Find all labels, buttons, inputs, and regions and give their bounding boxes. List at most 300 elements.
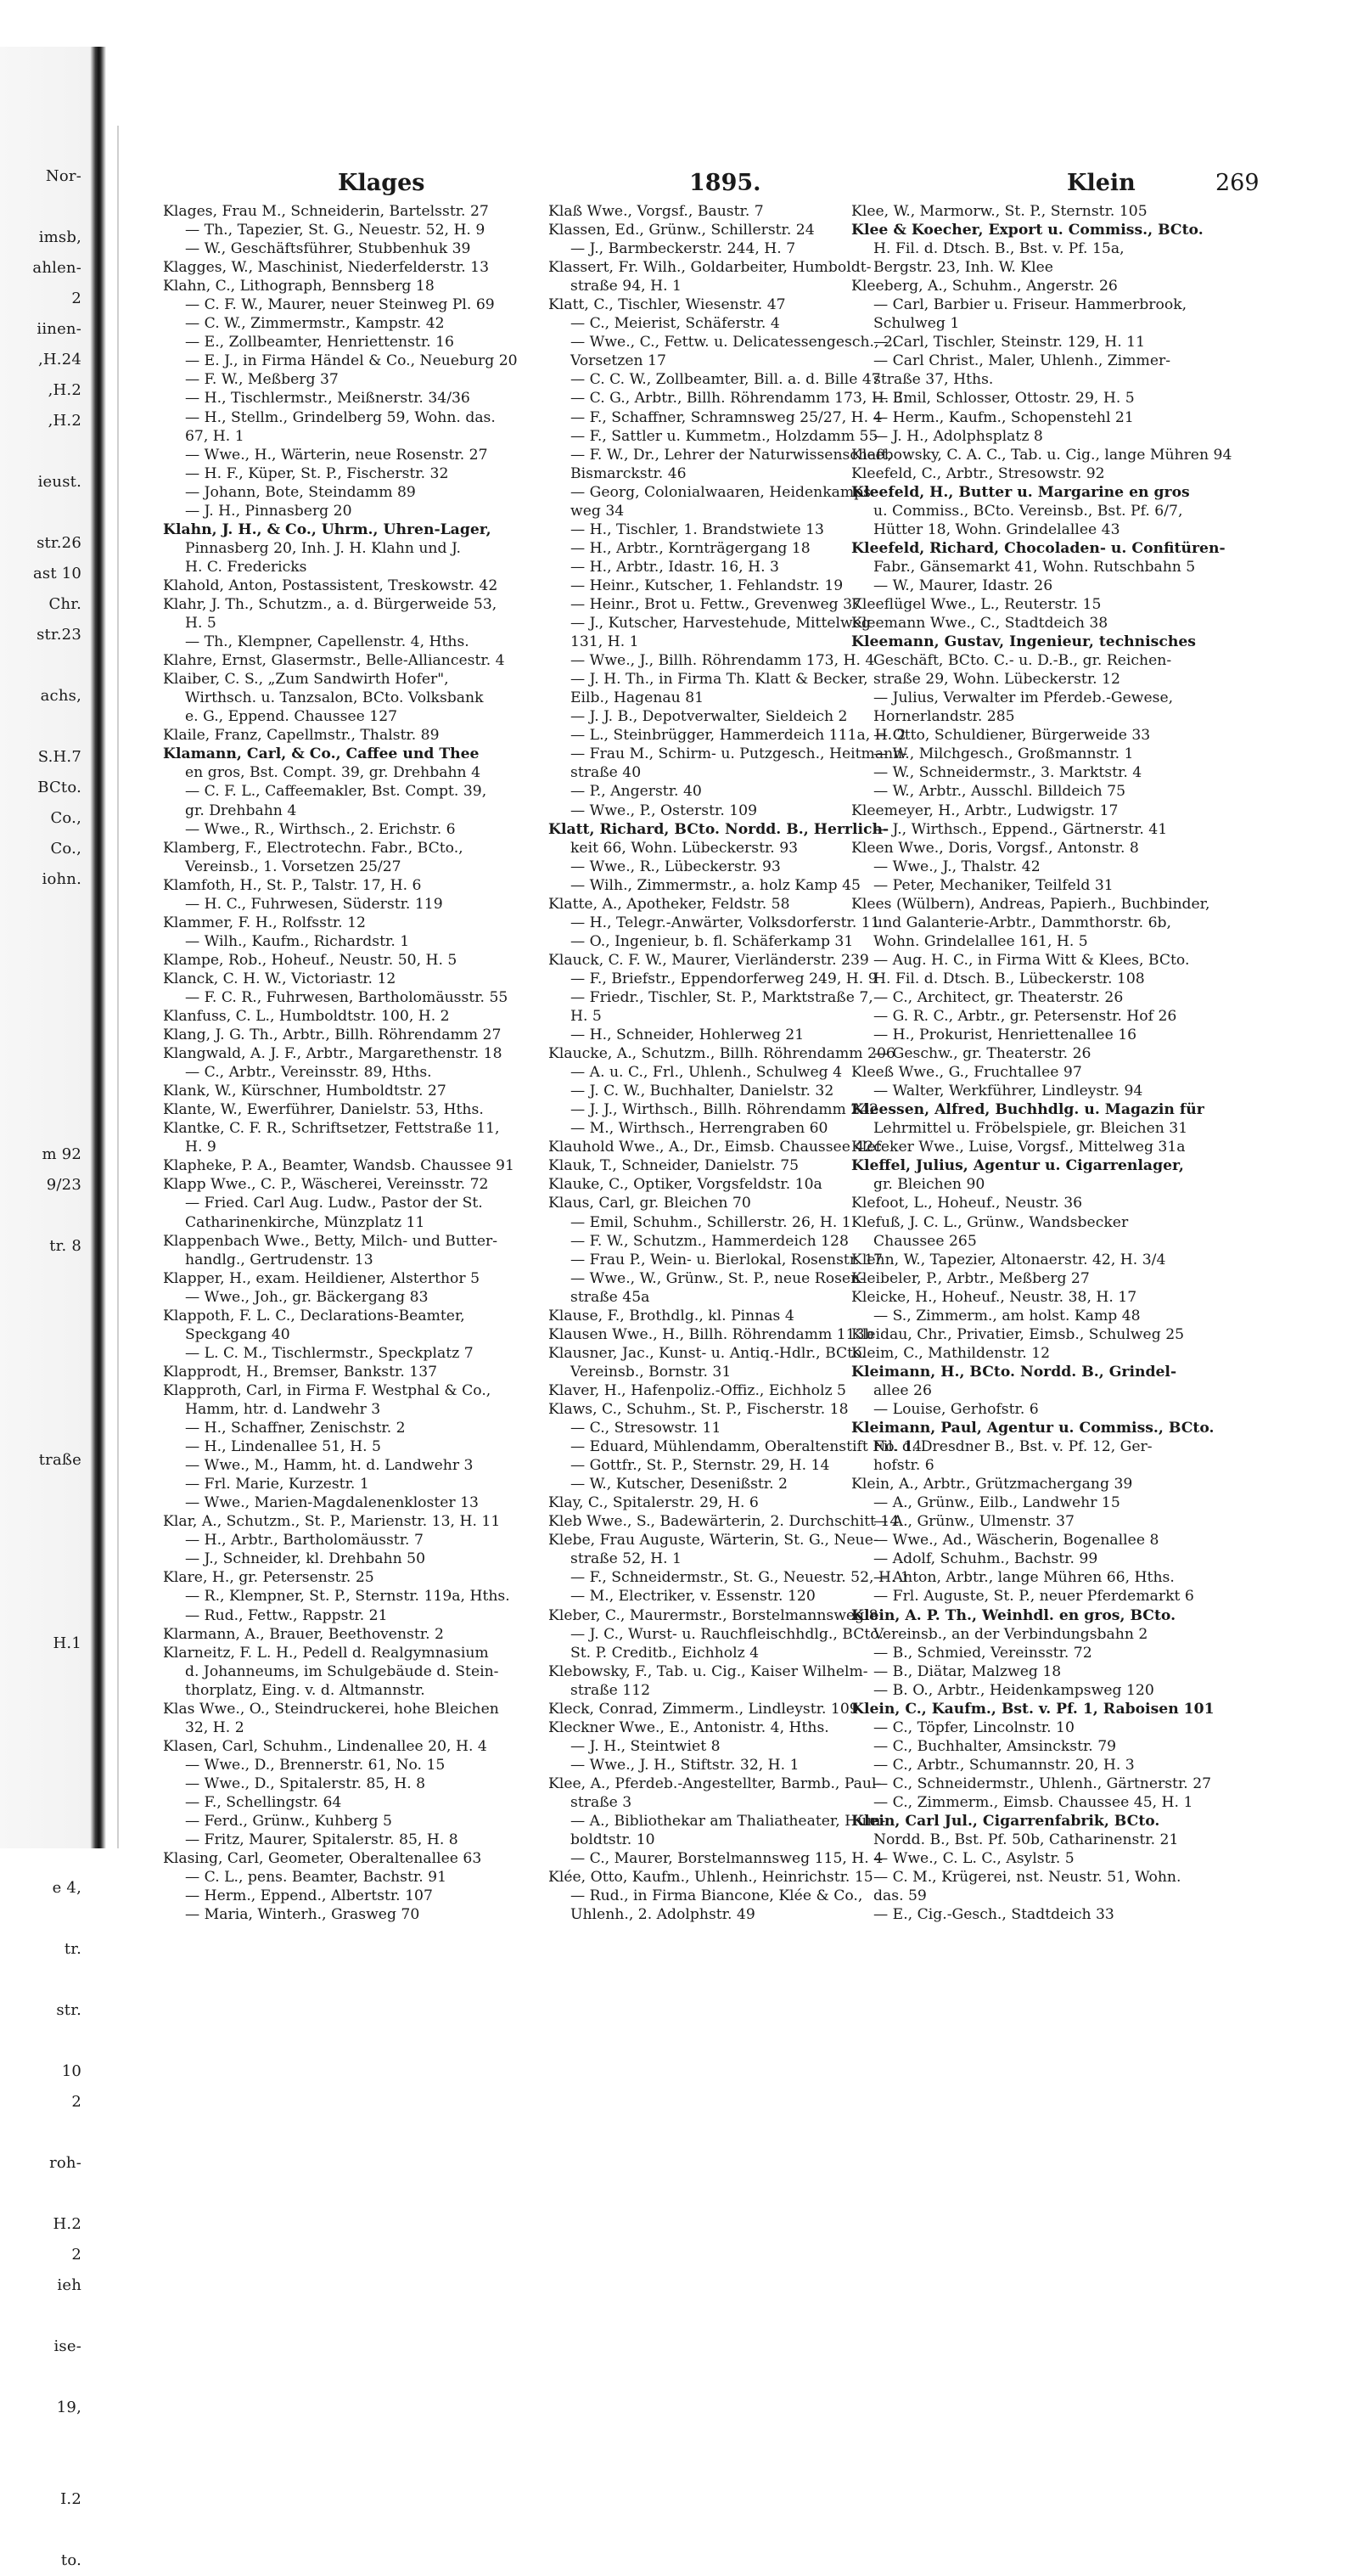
directory-entry-line: — Frl. Marie, Kurzestr. 1 [185,1476,369,1493]
directory-page [117,126,1337,1924]
directory-entry-line: Kleefeld, C., Arbtr., Stresowstr. 92 [851,464,1105,482]
directory-entry-line: — H., Schaffner, Zenischstr. 2 [185,1420,406,1437]
directory-entry-line: — L., Steinbrügger, Hammerdeich 111a, H. 2 [570,727,906,745]
directory-entry-line: — Julius, Verwalter im Pferdeb.-Gewese, [873,689,1174,707]
directory-entry-line: — Wwe., P., Osterstr. 109 [570,801,758,819]
facing-page-fragment [0,1476,93,1506]
directory-entry-line: — Carl Christ., Maler, Uhlenh., Zimmer- [873,352,1171,370]
facing-page-fragment [0,2454,93,2484]
directory-entry-line: — C., Stresowstr. 11 [570,1420,721,1437]
directory-entry-line: Chaussee 265 [873,1232,977,1250]
facing-page-fragment: ,H.2 [48,412,81,430]
directory-entry-line: — Johann, Bote, Steindamm 89 [185,483,416,501]
facing-page-fragment [0,2515,93,2545]
directory-entry-line: Kleemann Wwe., C., Stadtdeich 38 [851,615,1108,633]
directory-entry-line: — J., Barmbeckerstr. 244, H. 7 [570,240,796,258]
directory-entry-line: gr. Drehbahn 4 [185,801,297,819]
directory-entry-line: Klebowsky, F., Tab. u. Cig., Kaiser Wilhelm- [548,1662,868,1680]
directory-entry-line: straße 94, H. 1 [570,278,682,295]
directory-entry-line: — C., Buchhalter, Amsinckstr. 79 [873,1737,1117,1755]
facing-page-fragment: imsb, [38,228,81,246]
facing-page-fragment: I.2 [60,2490,81,2508]
facing-page-fragment [0,925,93,956]
directory-entry-line: — H., Arbtr., Kornträgergang 18 [570,539,811,557]
directory-entry-line: Klammer, F. H., Rolfsstr. 12 [163,914,366,931]
directory-entry-line: Klatte, A., Apotheker, Feldstr. 58 [548,895,790,913]
facing-page-fragment [0,1842,93,1873]
directory-entry-line: — Frau M., Schirm- u. Putzgesch., Heitmann- [570,745,908,763]
directory-entry-line: — Walter, Werkführer, Lindleystr. 94 [873,1083,1143,1100]
directory-entry-line: — B., Diätar, Malzweg 18 [873,1662,1062,1680]
directory-entry-line: Klatt, Richard, BCto. Nordd. B., Herrlich- [548,820,889,838]
facing-page-fragment: str.23 [36,626,81,644]
directory-entry-line: straße 40 [570,764,642,782]
entries-column-1 [163,202,549,1924]
directory-entry-line: gr. Bleichen 90 [873,1176,985,1194]
directory-entry-line: — F. W., Meßberg 37 [185,371,339,389]
directory-entry-line: — Carl, Tischler, Steinstr. 129, H. 11 [873,334,1146,352]
directory-entry-line: Bismarckstr. 46 [570,464,687,482]
directory-entry-line: — Anton, Arbtr., lange Mühren 66, Hths. [873,1569,1175,1587]
directory-entry-line: — Carl, Barbier u. Friseur. Hammerbrook, [873,296,1187,314]
facing-page-fragment: achs, [40,687,81,705]
directory-entry-line: Klausen Wwe., H., Billh. Röhrendamm 113b [548,1325,874,1343]
directory-entry-line: Klaß Wwe., Vorgsf., Baustr. 7 [548,203,764,220]
facing-page-fragment: 2 [71,2093,81,2111]
directory-entry-line: Lehrmittel u. Fröbelspiele, gr. Bleichen 31 [873,1120,1188,1138]
directory-entry-line: Klein, Carl Jul., Cigarrenfabrik, BCto. [851,1813,1160,1831]
directory-entry-line: Klauke, C., Optiker, Vorgsfeldstr. 10a [548,1176,822,1194]
directory-entry-line: Klasen, Carl, Schuhm., Lindenallee 20, H. 4 [163,1737,487,1755]
directory-entry-line: Kleefeld, H., Butter u. Margarine en gros [851,483,1190,501]
directory-entry-line: — Wwe., M., Hamm, ht. d. Landwehr 3 [185,1457,474,1475]
directory-entry-line: — Heinr., Brot u. Fettw., Grevenweg 37 [570,595,861,613]
directory-entry-line: Klantke, C. F. R., Schriftsetzer, Fettstraße 11, [163,1120,500,1138]
facing-page-fragment: roh- [49,2154,81,2172]
directory-entry-line: Klante, W., Ewerführer, Danielstr. 53, Hths. [163,1101,484,1119]
facing-page-fragment: ieust. [37,473,81,491]
directory-entry-line: Klaucke, A., Schutzm., Billh. Röhrendamm 206 [548,1045,895,1063]
facing-page-fragment: 2 [71,290,81,307]
directory-entry-line: — Otto, Schuldiener, Bürgerweide 33 [873,727,1151,745]
directory-entry-line: St. P. Creditb., Eichholz 4 [570,1644,760,1662]
facing-page-fragment [0,1904,93,1934]
facing-page-fragment [0,1598,93,1628]
directory-entry-line: Klamann, Carl, & Co., Caffee und Thee [163,745,480,763]
facing-page-fragment: Nor- [45,167,81,185]
directory-entry-line: Klaws, C., Schuhm., St. P., Fischerstr. 18 [548,1401,849,1418]
directory-entry-line: Fabr., Gänsemarkt 41, Wohn. Rutschbahn 5 [873,558,1196,576]
directory-entry-line: — Ferd., Grünw., Kuhberg 5 [185,1813,392,1831]
directory-entry-line: — H., Prokurist, Henriettenallee 16 [873,1026,1137,1044]
directory-entry-line: — C. F. W., Maurer, neuer Steinweg Pl. 69 [185,296,495,314]
directory-entry-line: — Louise, Gerhofstr. 6 [873,1401,1039,1418]
directory-entry-line: und Galanterie-Arbtr., Dammthorstr. 6b, [873,914,1171,931]
directory-entry-line: — M., Wirthsch., Herrengraben 60 [570,1120,828,1138]
directory-entry-line: — H., Tischler, 1. Brandstwiete 13 [570,520,824,538]
directory-entry-line: — C., Maurer, Borstelmannsweg 115, H. 4 [570,1850,884,1868]
directory-entry-line: Klee & Koecher, Export u. Commiss., BCto. [851,222,1204,239]
directory-entry-line: — C., Arbtr., Schumannstr. 20, H. 3 [873,1756,1135,1774]
facing-page-fragment: m 92 [42,1145,81,1163]
directory-entry-line: das. 59 [873,1887,927,1905]
directory-entry-line: — W., Milchgesch., Großmannstr. 1 [873,745,1134,763]
directory-entry-line: Speckgang 40 [185,1325,290,1343]
directory-entry-line: straße 45a [570,1288,650,1306]
facing-page-fragment [0,498,93,528]
facing-page-fragment [0,711,93,742]
facing-page-fragment [0,2179,93,2209]
directory-entry-line: en gros, Bst. Compt. 39, gr. Drehbahn 4 [185,764,481,782]
directory-entry-line: Klare, H., gr. Petersenstr. 25 [163,1569,374,1587]
directory-entry-line: keit 66, Wohn. Lübeckerstr. 93 [570,839,799,857]
directory-entry-line: straße 29, Wohn. Lübeckerstr. 12 [873,671,1120,689]
directory-entry-line: Klein, A. P. Th., Weinhdl. en gros, BCto. [851,1606,1176,1624]
directory-entry-line: — Gottfr., St. P., Sternstr. 29, H. 14 [570,1457,830,1475]
directory-entry-line: — Fritz, Maurer, Spitalerstr. 85, H. 8 [185,1831,458,1849]
facing-page-fragment [0,1262,93,1292]
directory-entry-line: Klapp Wwe., C. P., Wäscherei, Vereinsstr. 72 [163,1176,489,1194]
directory-entry-line: Klausner, Jac., Kunst- u. Antiq.-Hdlr., BCto. [548,1344,867,1362]
directory-entry-line: Klebe, Frau Auguste, Wärterin, St. G., Neue- [548,1532,878,1550]
directory-entry-line: thorplatz, Eing. v. d. Altmannstr. [185,1681,425,1699]
directory-entry-line: — C., Schneidermstr., Uhlenh., Gärtnerstr. 27 [873,1775,1212,1792]
directory-entry-line: — A., Grünw., Eilb., Landwehr 15 [873,1494,1120,1512]
facing-page-fragment: Chr. [48,595,81,613]
directory-entry-line: — Rud., in Firma Biancone, Klée & Co., [570,1887,863,1905]
directory-entry-line: allee 26 [873,1381,932,1399]
facing-page-fragment: str.26 [36,534,81,552]
directory-entry-line: H. 5 [185,615,216,633]
facing-page-fragment [0,1659,93,1690]
directory-entry-line: Kleimann, H., BCto. Nordd. B., Grindel- [851,1363,1177,1381]
directory-entry-line: — J., Kutscher, Harvestehude, Mittelweg [570,615,871,633]
directory-entry-line: straße 52, H. 1 [570,1550,682,1568]
directory-entry-line: Kleffel, Julius, Agentur u. Cigarrenlager, [851,1157,1184,1175]
directory-entry-line: — A., Grünw., Ulmenstr. 37 [873,1513,1075,1531]
directory-entry-line: u. Commiss., BCto. Vereinsb., Bst. Pf. 6/7, [873,502,1183,520]
facing-page-fragment: H.1 [53,1634,81,1652]
directory-entry-line: Klahn, C., Lithograph, Bennsberg 18 [163,278,435,295]
directory-entry-line: — C. L., pens. Beamter, Bachstr. 91 [185,1869,447,1887]
directory-entry-line: Klauhold Wwe., A., Dr., Eimsb. Chaussee 42c [548,1139,882,1156]
directory-entry-line: — F., Sattler u. Kummetm., Holzdamm 55 [570,427,878,445]
directory-entry-line: — Wwe., D., Spitalerstr. 85, H. 8 [185,1775,426,1792]
directory-entry-line: — R., Klempner, St. P., Sternstr. 119a, Hths. [185,1588,510,1606]
directory-entry-line: — E., Zollbeamter, Henriettenstr. 16 [185,334,454,352]
directory-entry-line: Klée, Otto, Kaufm., Uhlenh., Heinrichstr. 15 [548,1869,873,1887]
directory-entry-line: 67, H. 1 [185,427,244,445]
directory-entry-line: H. C. Fredericks [185,558,307,576]
directory-entry-line: — H., Telegr.-Anwärter, Volksdorferstr. 11 [570,914,880,931]
directory-entry-line: — C. M., Krügerei, nst. Neustr. 51, Wohn. [873,1869,1181,1887]
directory-entry-line: Klar, A., Schutzm., St. P., Marienstr. 13, H. 11 [163,1513,501,1531]
directory-entry-line: — C. W., Zimmermstr., Kampstr. 42 [185,315,445,333]
directory-entry-line: Klangwald, A. J. F., Arbtr., Margarethenstr. 18 [163,1045,502,1063]
directory-entry-line: — Frl. Auguste, St. P., neuer Pferdemarkt 6 [873,1588,1194,1606]
directory-entry-line: Kleim, C., Mathildenstr. 12 [851,1344,1051,1362]
directory-entry-line: Kleimann, Paul, Agentur u. Commiss., BCto. [851,1420,1215,1437]
directory-entry-line: — G. R. C., Arbtr., gr. Petersenstr. Hof 26 [873,1008,1177,1026]
directory-entry-line: — W., Kutscher, Desenißstr. 2 [570,1476,788,1493]
directory-entry-line: straße 112 [570,1681,651,1699]
directory-entry-line: Klapper, H., exam. Heildiener, Alsterthor 5 [163,1269,480,1287]
directory-entry-line: Klee, A., Pferdeb.-Angestellter, Barmb., Paul- [548,1775,882,1792]
directory-entry-line: Klefeker Wwe., Luise, Vorgsf., Mittelweg 31a [851,1139,1186,1156]
directory-entry-line: Kleemeyer, H., Arbtr., Ludwigstr. 17 [851,801,1119,819]
directory-entry-line: — Wilh., Zimmermstr., a. holz Kamp 45 [570,876,861,894]
directory-entry-line: Klee, W., Marmorw., St. P., Sternstr. 105 [851,203,1148,220]
directory-entry-line: — C., Architect, gr. Theaterstr. 26 [873,988,1124,1006]
directory-entry-line: Klappoth, F. L. C., Declarations-Beamter, [163,1307,465,1325]
directory-entry-line: Klefuß, J. C. L., Grünw., Wandsbecker [851,1213,1129,1231]
page-number: 269 [1215,170,1260,196]
directory-entry-line: — C., Arbtr., Vereinsstr. 89, Hths. [185,1064,432,1082]
directory-entry-line: — C. C. W., Zollbeamter, Bill. a. d. Bille 47 [570,371,881,389]
directory-entry-line: Vereinsb., an der Verbindungsbahn 2 [873,1625,1148,1643]
directory-entry-line: — Wwe., R., Wirthsch., 2. Erichstr. 6 [185,820,456,838]
directory-entry-line: — F., Schellingstr. 64 [185,1793,342,1811]
directory-entry-line: Klapproth, Carl, in Firma F. Westphal & Co., [163,1381,491,1399]
directory-entry-line: H. 5 [570,1008,602,1026]
directory-entry-line: Klanck, C. H. W., Victoriastr. 12 [163,970,396,987]
facing-page-fragment: tr. 8 [49,1237,81,1255]
directory-entry-line: Klein, C., Kaufm., Bst. v. Pf. 1, Raboisen 101 [851,1700,1215,1718]
directory-entry-line: 131, H. 1 [570,633,639,651]
directory-entry-line: Klahold, Anton, Postassistent, Treskowstr. 42 [163,577,498,594]
facing-page-fragment [0,2118,93,2148]
directory-entry-line: — Wwe., R., Lübeckerstr. 93 [570,858,781,875]
directory-entry-line: Klauk, T., Schneider, Danielstr. 75 [548,1157,800,1175]
directory-entry-line: Klas Wwe., O., Steindruckerei, hohe Bleichen [163,1700,499,1718]
facing-page-fragment [0,1109,93,1139]
facing-page-fragment: tr. [64,1940,81,1958]
facing-page-fragment [0,1201,93,1231]
directory-entry-line: Eilb., Hagenau 81 [570,689,704,707]
directory-entry-line: Klehn, W., Tapezier, Altonaerstr. 42, H. 3/4 [851,1251,1166,1268]
facing-page-fragment: str. [56,2001,81,2019]
directory-entry-line: Klapheke, P. A., Beamter, Wandsb. Chaussee 91 [163,1157,514,1175]
directory-entry-line: hofstr. 6 [873,1457,934,1475]
directory-entry-line: Kleessen, Alfred, Buchhdlg. u. Magazin für [851,1101,1204,1119]
facing-page-fragment: to. [60,2551,81,2569]
directory-entry-line: — F., Briefstr., Eppendorferweg 249, H. 9 [570,970,878,987]
directory-entry-line: Uhlenh., 2. Adolphstr. 49 [570,1906,755,1924]
directory-entry-line: Klarneitz, F. L. H., Pedell d. Realgymnasium [163,1644,489,1662]
directory-entry-line: Kleidau, Chr., Privatier, Eimsb., Schulweg 25 [851,1325,1185,1343]
directory-entry-line: — H. C., Fuhrwesen, Süderstr. 119 [185,895,443,913]
directory-entry-line: — B., Schmied, Vereinsstr. 72 [873,1644,1092,1662]
directory-entry-line: — C. G., Arbtr., Billh. Röhrendamm 173, H. 3 [570,390,903,408]
facing-page-fragment [0,895,93,925]
directory-entry-line: boldtstr. 10 [570,1831,655,1849]
directory-entry-line: — Wilh., Kaufm., Richardstr. 1 [185,932,410,950]
directory-entry-line: — F., Schaffner, Schramnsweg 25/27, H. 4 [570,408,883,426]
directory-entry-line: H. Fil. d. Dtsch. B., Lübeckerstr. 108 [873,970,1145,987]
directory-entry-line: — W., Geschäftsführer, Stubbenhuk 39 [185,240,471,258]
directory-entry-line: Klasing, Carl, Geometer, Oberaltenallee 63 [163,1850,482,1868]
directory-entry-line: Kleck, Conrad, Zimmerm., Lindleystr. 109 [548,1700,859,1718]
directory-entry-line: Kleicke, H., Hoheuf., Neustr. 38, H. 17 [851,1288,1137,1306]
directory-entry-line: — J. J. B., Depotverwalter, Sieldeich 2 [570,708,848,726]
directory-entry-line: Bergstr. 23, Inh. W. Klee [873,259,1053,277]
directory-entry-line: Vereinsb., Bornstr. 31 [570,1363,732,1381]
directory-entry-line: Klefoot, L., Hoheuf., Neustr. 36 [851,1195,1083,1212]
header-right-word: Klein [1067,170,1136,196]
directory-entry-line: — Aug. H. C., in Firma Witt & Klees, BCto. [873,951,1190,969]
directory-entry-line: Klang, J. G. Th., Arbtr., Billh. Röhrendamm 27 [163,1026,502,1044]
directory-entry-line: — H., Arbtr., Bartholomäusstr. 7 [185,1532,424,1550]
directory-entry-line: Kleeß Wwe., G., Fruchtallee 97 [851,1064,1082,1082]
directory-entry-line: — Wwe., D., Brennerstr. 61, No. 15 [185,1756,446,1774]
facing-page-fragment: e 4, [52,1879,81,1897]
directory-entry-line: e. G., Eppend. Chaussee 127 [185,708,398,726]
facing-page-fragment: H.2 [53,2215,81,2233]
directory-entry-line: Nordd. B., Bst. Pf. 50b, Catharinenstr. 21 [873,1831,1179,1849]
directory-entry-line: Klarmann, A., Brauer, Beethovenstr. 2 [163,1625,444,1643]
facing-page-fragment [0,1384,93,1415]
directory-entry-line: Klaile, Franz, Capellmstr., Thalstr. 89 [163,727,440,745]
directory-entry-line: — Eduard, Mühlendamm, Oberaltenstift No. 14 [570,1438,923,1456]
directory-entry-line: — Wwe., J., Billh. Röhrendamm 173, H. 4 [570,652,875,670]
directory-entry-line: Fil. d. Dresdner B., Bst. v. Pf. 12, Ger- [873,1438,1153,1456]
directory-entry-line: — Th., Tapezier, St. G., Neuestr. 52, H. 9 [185,222,485,239]
directory-entry-line: Klamfoth, H., St. P., Talstr. 17, H. 6 [163,876,422,894]
facing-page-fragment: ast 10 [32,565,81,582]
directory-entry-line: — Wwe., Marien-Magdalenenkloster 13 [185,1494,479,1512]
directory-entry-line: — Geschw., gr. Theaterstr. 26 [873,1045,1091,1063]
directory-entry-line: Wirthsch. u. Tanzsalon, BCto. Volksbank [185,689,484,707]
directory-entry-line: Geschäft, BCto. C.- u. D.-B., gr. Reichen- [873,652,1172,670]
directory-entry-line: — Fried. Carl Aug. Ludw., Pastor der St. [185,1195,483,1212]
facing-page-fragment: iinen- [36,320,81,338]
facing-page-fragment [0,956,93,987]
directory-entry-line: weg 34 [570,502,625,520]
directory-entry-line: Wohn. Grindelallee 161, H. 5 [873,932,1088,950]
directory-entry-line: Klassen, Ed., Grünw., Schillerstr. 24 [548,222,815,239]
directory-entry-line: — J. H. Th., in Firma Th. Klatt & Becker, [570,671,868,689]
facing-page-fragment [0,1781,93,1812]
directory-entry-line: d. Johanneums, im Schulgebäude d. Stein- [185,1662,499,1680]
directory-entry-line: — H., Tischlermstr., Meißnerstr. 34/36 [185,390,470,408]
header-year: 1895. [689,170,761,196]
directory-entry-line: Vereinsb., 1. Vorsetzen 25/27 [185,858,401,875]
directory-entry-line: — P., Angerstr. 40 [570,783,702,801]
facing-page-fragment: 9/23 [46,1176,81,1194]
directory-entry-line: — F. W., Dr., Lehrer der Naturwissenschaft, [570,446,893,464]
directory-entry-line: handlg., Gertrudenstr. 13 [185,1251,373,1268]
directory-entry-line: — J. C. W., Buchhalter, Danielstr. 32 [570,1083,834,1100]
directory-entry-line: Kleeflügel Wwe., L., Reuterstr. 15 [851,595,1102,613]
directory-entry-line: Klagges, W., Maschinist, Niederfelderstr. 13 [163,259,490,277]
directory-entry-line: — Emil, Schuhm., Schillerstr. 26, H. 1 [570,1213,851,1231]
directory-entry-line: Kleebowsky, C. A. C., Tab. u. Cig., lange Mühren 94 [851,446,1232,464]
directory-entry-line: Hütter 18, Wohn. Grindelallee 43 [873,520,1120,538]
facing-page-fragment [0,1292,93,1323]
directory-entry-line: — W., Schneidermstr., 3. Marktstr. 4 [873,764,1142,782]
directory-entry-line: Klamberg, F., Electrotechn. Fabr., BCto., [163,839,463,857]
facing-page-fragment [0,1690,93,1720]
directory-entry-line: H. Fil. d. Dtsch. B., Bst. v. Pf. 15a, [873,240,1125,258]
directory-entry-line: — Herm., Kaufm., Schopenstehl 21 [873,408,1134,426]
directory-entry-line: Kleber, C., Maurermstr., Borstelmannsweg 8 [548,1606,878,1624]
facing-page-fragment [0,2026,93,2056]
directory-entry-line: Klank, W., Kürschner, Humboldtstr. 27 [163,1083,446,1100]
directory-entry-line: — Wwe., C., Fettw. u. Delicatessengesch., 2. [570,334,898,352]
directory-entry-line: Klaus, Carl, gr. Bleichen 70 [548,1195,751,1212]
facing-page-fragment [0,1506,93,1537]
directory-entry-line: 32, H. 2 [185,1718,244,1736]
directory-entry-line: — Adolf, Schuhm., Bachstr. 99 [873,1550,1098,1568]
facing-page-fragment [0,1965,93,1995]
directory-entry-line: Hornerlandstr. 285 [873,708,1015,726]
directory-entry-line: Klaiber, C. S., „Zum Sandwirth Hofer", [163,671,449,689]
directory-entry-line: — C. F. L., Caffeemakler, Bst. Compt. 39, [185,783,487,801]
directory-entry-line: Kleemann, Gustav, Ingenieur, technisches [851,633,1196,651]
facing-page-fragment [0,1415,93,1445]
directory-entry-line: — J. H., Steintwiet 8 [570,1737,721,1755]
facing-page-fragment: ,H.24 [37,351,81,368]
directory-entry-line: — J. C., Wurst- u. Rauchfleischhdlg., BCto. [570,1625,884,1643]
directory-entry-line: Klahr, J. Th., Schutzm., a. d. Bürgerweide 53, [163,595,497,613]
facing-page-fragment [0,1751,93,1781]
directory-entry-line: — Emil, Schlosser, Ottostr. 29, H. 5 [873,390,1135,408]
directory-entry-line: Klapprodt, H., Bremser, Bankstr. 137 [163,1363,438,1381]
facing-page-fragment: 19, [56,2399,81,2416]
directory-entry-line: Kleb Wwe., S., Badewärterin, 2. Durchschitt 14 [548,1513,900,1531]
directory-entry-line: — Wwe., J. H., Stiftstr. 32, H. 1 [570,1756,800,1774]
directory-entry-line: — O., Ingenieur, b. fl. Schäferkamp 31 [570,932,854,950]
directory-entry-line: Catharinenkirche, Münzplatz 11 [185,1213,425,1231]
directory-entry-line: — H., Arbtr., Idastr. 16, H. 3 [570,558,779,576]
directory-entry-line: — A. u. C., Frl., Uhlenh., Schulweg 4 [570,1064,843,1082]
facing-page-fragment: 10 [61,2062,81,2080]
directory-entry-line: — J. H., Adolphsplatz 8 [873,427,1043,445]
directory-entry-line: Klappenbach Wwe., Betty, Milch- und Butter- [163,1232,498,1250]
directory-entry-line: Klampe, Rob., Hoheuf., Neustr. 50, H. 5 [163,951,457,969]
facing-page-fragment: traße [38,1451,81,1469]
header-left-word: Klages [338,170,425,196]
facing-page-fragment [0,1567,93,1598]
directory-entry-line: H. 9 [185,1139,216,1156]
facing-page-fragment: ahlen- [32,259,81,277]
directory-entry-line: Hamm, htr. d. Landwehr 3 [185,1401,381,1418]
facing-page-fragment [0,1048,93,1078]
directory-entry-line: — E., Cig.-Gesch., Stadtdeich 33 [873,1906,1114,1924]
directory-entry-line: Pinnasberg 20, Inh. J. H. Klahn und J. [185,539,461,557]
directory-entry-line: — Friedr., Tischler, St. P., Marktstraße 7, [570,988,873,1006]
directory-entry-line: Kleibeler, P., Arbtr., Meßberg 27 [851,1269,1090,1287]
facing-page-fragment: ieh [57,2276,81,2294]
facing-page-fragment: ,H.2 [48,381,81,399]
running-header [163,170,1300,204]
directory-entry-line: — Th., Klempner, Capellenstr. 4, Hths. [185,633,469,651]
directory-entry-line: straße 37, Hths. [873,371,994,389]
directory-entry-line: — Peter, Mechaniker, Teilfeld 31 [873,876,1114,894]
facing-page-fragment [0,2301,93,2331]
facing-page-fragment [0,1353,93,1384]
directory-entry-line: — Wwe., C. L. C., Asylstr. 5 [873,1850,1075,1868]
facing-page-fragment: 2 [71,2246,81,2264]
directory-entry-line: Klassert, Fr. Wilh., Goldarbeiter, Humboldt- [548,259,872,277]
directory-entry-line: Klay, C., Spitalerstr. 29, H. 6 [548,1494,759,1512]
directory-entry-line: — W., Arbtr., Ausschl. Billdeich 75 [873,783,1126,801]
facing-page-margin [0,161,93,2569]
directory-entry-line: Klees (Wülbern), Andreas, Papierh., Buchbinder, [851,895,1210,913]
facing-page-fragment [0,192,93,222]
directory-entry-line: — H. F., Küper, St. P., Fischerstr. 32 [185,464,449,482]
directory-entry-line: — Wwe., H., Wärterin, neue Rosenstr. 27 [185,446,488,464]
